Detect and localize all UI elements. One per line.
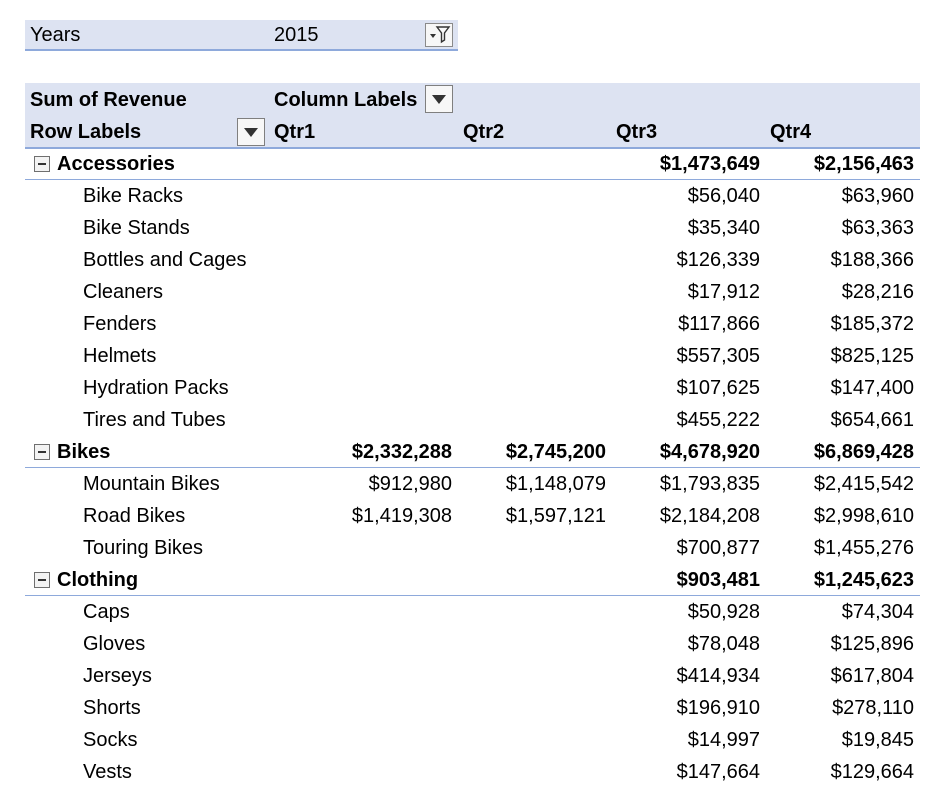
- value-qtr2: [455, 372, 606, 404]
- table-row: [0, 212, 936, 244]
- value-qtr4: $28,216: [841, 281, 914, 303]
- value-qtr2: [455, 340, 606, 372]
- value-qtr2: [455, 276, 606, 308]
- value-qtr1: [300, 340, 452, 372]
- value-qtr3: $35,340: [687, 217, 760, 239]
- category-total-qtr2: [455, 564, 606, 596]
- category-row-accessories: [0, 148, 936, 180]
- row-label: Vests: [83, 761, 132, 783]
- row-label: Caps: [83, 601, 130, 623]
- table-row: [0, 468, 936, 500]
- table-row: [0, 244, 936, 276]
- value-qtr1: [300, 532, 452, 564]
- report-filter: [0, 20, 936, 51]
- column-header-qtr1: Qtr1: [274, 121, 316, 143]
- pivot-header-row-1: [0, 84, 936, 116]
- chevron-down-icon: [244, 128, 258, 137]
- column-header-qtr4: Qtr4: [770, 121, 812, 143]
- collapse-icon[interactable]: [34, 572, 50, 588]
- value-qtr1: [300, 404, 452, 436]
- value-qtr3: $117,866: [678, 313, 760, 335]
- table-row: [0, 628, 936, 660]
- value-qtr4: $825,125: [830, 345, 914, 367]
- value-qtr1: [300, 660, 452, 692]
- category-total-qtr1: $2,332,288: [351, 441, 452, 463]
- category-total-qtr3: $4,678,920: [659, 441, 760, 463]
- value-qtr2: [455, 596, 606, 628]
- value-qtr3: $455,222: [676, 409, 760, 431]
- column-labels-header: Column Labels: [274, 89, 418, 111]
- value-qtr1: $912,980: [368, 473, 452, 495]
- value-qtr1: [300, 692, 452, 724]
- value-qtr3: $107,625: [676, 377, 760, 399]
- value-qtr4: $63,363: [841, 217, 914, 239]
- value-qtr2: $1,597,121: [505, 505, 606, 527]
- row-label: Fenders: [83, 313, 157, 335]
- value-qtr1: [300, 596, 452, 628]
- value-qtr3: $126,339: [676, 249, 760, 271]
- value-qtr1: [300, 180, 452, 212]
- category-total-qtr3: $1,473,649: [659, 153, 760, 175]
- value-qtr1: [300, 308, 452, 340]
- row-label: Hydration Packs: [83, 377, 229, 399]
- table-row: [0, 756, 936, 788]
- value-qtr4: $654,661: [830, 409, 914, 431]
- row-label: Gloves: [83, 633, 146, 655]
- value-qtr1: $1,419,308: [351, 505, 452, 527]
- value-qtr3: $78,048: [687, 633, 760, 655]
- category-total-qtr2: $2,745,200: [505, 441, 606, 463]
- chevron-down-icon: [432, 95, 446, 104]
- collapse-icon[interactable]: [34, 156, 50, 172]
- value-qtr4: $185,372: [830, 313, 914, 335]
- value-qtr3: $414,934: [676, 665, 760, 687]
- value-qtr2: [455, 244, 606, 276]
- row-label: Shorts: [83, 697, 141, 719]
- row-label: Mountain Bikes: [83, 473, 220, 495]
- value-qtr3: $50,928: [687, 601, 760, 623]
- value-qtr2: [455, 692, 606, 724]
- value-qtr1: [300, 628, 452, 660]
- table-row: [0, 308, 936, 340]
- value-qtr3: $196,910: [676, 697, 760, 719]
- row-labels-dropdown-button[interactable]: [237, 118, 265, 146]
- value-qtr2: [455, 180, 606, 212]
- values-label: Sum of Revenue: [30, 89, 187, 111]
- value-qtr1: [300, 244, 452, 276]
- value-qtr2: [455, 212, 606, 244]
- table-row: [0, 596, 936, 628]
- row-label: Bike Racks: [83, 185, 184, 207]
- row-label: Jerseys: [83, 665, 152, 687]
- category-total-qtr2: [455, 148, 606, 180]
- value-qtr4: $617,804: [830, 665, 914, 687]
- table-row: [0, 180, 936, 212]
- pivot-header-row-2: [0, 116, 936, 148]
- category-label[interactable]: Bikes: [57, 441, 111, 463]
- table-row: [0, 500, 936, 532]
- value-qtr1: [300, 212, 452, 244]
- category-total-qtr3: $903,481: [676, 569, 760, 591]
- category-row-clothing: [0, 564, 936, 596]
- value-qtr1: [300, 756, 452, 788]
- table-row: [0, 724, 936, 756]
- row-label: Touring Bikes: [83, 537, 204, 559]
- value-qtr2: $1,148,079: [505, 473, 606, 495]
- value-qtr3: $147,664: [676, 761, 760, 783]
- value-qtr1: [300, 276, 452, 308]
- value-qtr4: $125,896: [830, 633, 914, 655]
- table-row: [0, 404, 936, 436]
- row-label: Helmets: [83, 345, 157, 367]
- row-label: Socks: [83, 729, 138, 751]
- value-qtr4: $74,304: [841, 601, 914, 623]
- category-total-qtr4: $2,156,463: [813, 153, 914, 175]
- category-label[interactable]: Clothing: [57, 569, 139, 591]
- value-qtr2: [455, 404, 606, 436]
- value-qtr4: $2,415,542: [813, 473, 914, 495]
- row-label: Cleaners: [83, 281, 164, 303]
- category-label[interactable]: Accessories: [57, 153, 175, 175]
- value-qtr2: [455, 724, 606, 756]
- column-header-qtr2: Qtr2: [463, 121, 505, 143]
- column-header-qtr3: Qtr3: [616, 121, 658, 143]
- value-qtr4: $188,366: [830, 249, 914, 271]
- table-row: [0, 660, 936, 692]
- value-qtr4: $63,960: [841, 185, 914, 207]
- row-label: Bottles and Cages: [83, 249, 247, 271]
- value-qtr3: $1,793,835: [659, 473, 760, 495]
- value-qtr3: $700,877: [676, 537, 760, 559]
- filter-funnel-icon: [426, 24, 452, 46]
- row-label: Road Bikes: [83, 505, 186, 527]
- value-qtr3: $14,997: [687, 729, 760, 751]
- category-total-qtr4: $6,869,428: [813, 441, 914, 463]
- value-qtr2: [455, 532, 606, 564]
- table-row: [0, 372, 936, 404]
- table-row: [0, 276, 936, 308]
- table-row: [0, 692, 936, 724]
- value-qtr4: $129,664: [830, 761, 914, 783]
- row-label: Tires and Tubes: [83, 409, 226, 431]
- category-total-qtr1: [300, 148, 452, 180]
- value-qtr4: $278,110: [832, 697, 914, 719]
- value-qtr1: [300, 372, 452, 404]
- value-qtr3: $17,912: [687, 281, 760, 303]
- value-qtr4: $2,998,610: [813, 505, 914, 527]
- value-qtr3: $557,305: [676, 345, 760, 367]
- value-qtr3: $56,040: [687, 185, 760, 207]
- category-total-qtr4: $1,245,623: [813, 569, 914, 591]
- row-labels-header: Row Labels: [30, 121, 142, 143]
- value-qtr4: $1,455,276: [813, 537, 914, 559]
- value-qtr2: [455, 308, 606, 340]
- value-qtr3: $2,184,208: [659, 505, 760, 527]
- collapse-icon[interactable]: [34, 444, 50, 460]
- filter-label: Years: [30, 24, 81, 46]
- value-qtr2: [455, 628, 606, 660]
- value-qtr4: $147,400: [830, 377, 914, 399]
- value-qtr2: [455, 660, 606, 692]
- category-total-qtr1: [300, 564, 452, 596]
- table-row: [0, 340, 936, 372]
- value-qtr2: [455, 756, 606, 788]
- category-row-bikes: [0, 436, 936, 468]
- table-row: [0, 532, 936, 564]
- filter-value[interactable]: 2015: [274, 24, 319, 46]
- value-qtr4: $19,845: [841, 729, 914, 751]
- column-labels-dropdown-button[interactable]: [425, 85, 453, 113]
- row-label: Bike Stands: [83, 217, 190, 239]
- filter-dropdown-button[interactable]: [425, 23, 453, 47]
- value-qtr1: [300, 724, 452, 756]
- report-filter-background: [25, 20, 458, 51]
